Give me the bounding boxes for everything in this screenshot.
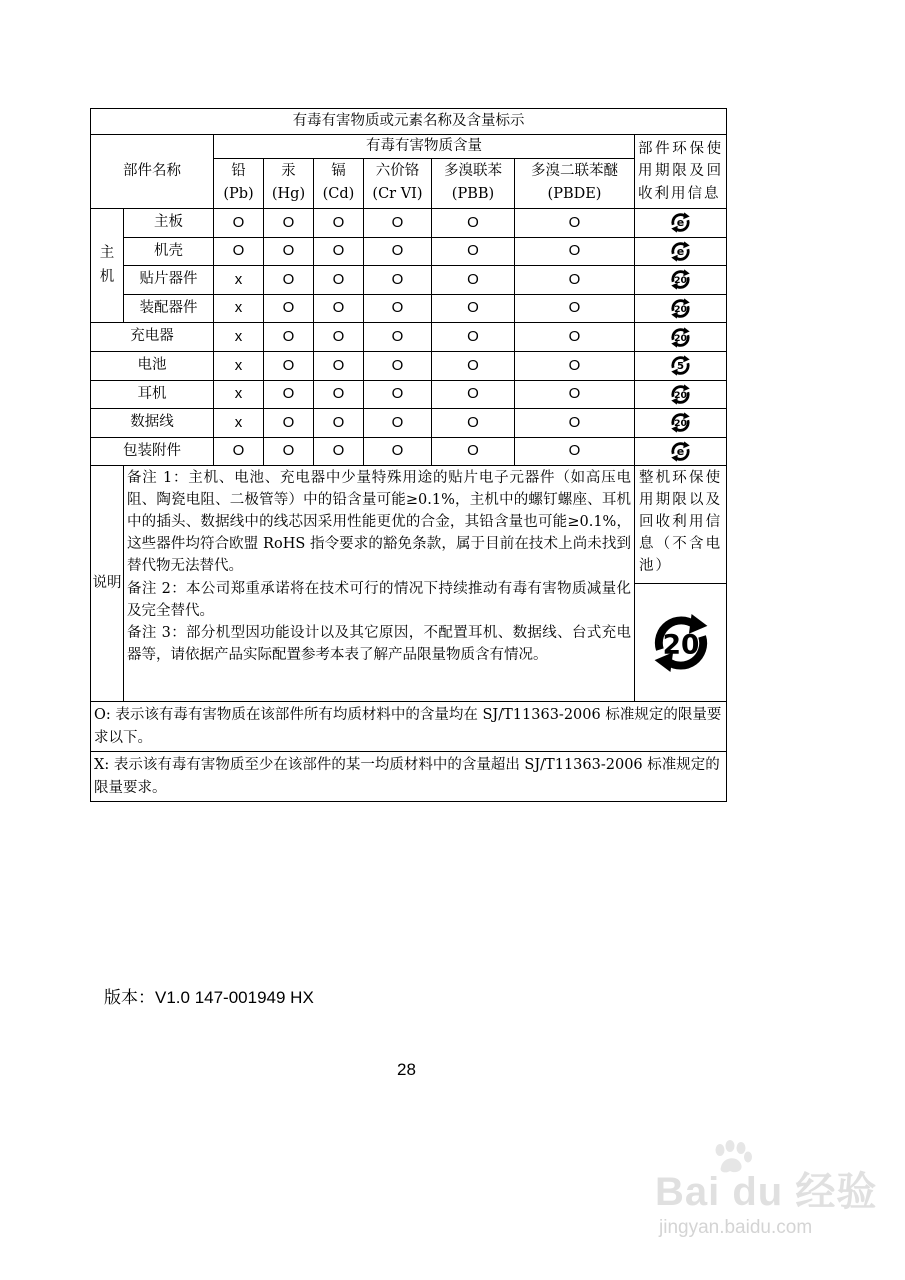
substance-value: x xyxy=(214,294,264,323)
substance-value: O xyxy=(432,237,515,266)
eco-logo-icon xyxy=(669,240,692,263)
substance-header xyxy=(364,159,432,209)
substance-value: O xyxy=(214,209,264,238)
table-caption: 有毒有害物质或元素名称及含量标示 xyxy=(91,109,727,135)
substance-value: O xyxy=(214,437,264,466)
note-1: 备注 1：主机、电池、充电器中少量特殊用途的贴片电子元器件（如高压电阻、陶瓷电阻、二极管等）中的铅含量可能≥0.1%，主机中的螺钉螺座、耳机中的插头、数据线中的线芯因采用性能更优的合金，其铅含量也可能≥0.1%，这些器件均符合欧盟 RoHS 指令要求的豁免条款，属于目前在技术上尚未找到替代物无法替代。 xyxy=(127,470,631,575)
table-row xyxy=(91,409,727,438)
eco-logo-label: e xyxy=(676,245,685,259)
table-row xyxy=(91,294,727,323)
eco-logo-icon xyxy=(669,211,692,234)
part-name: 包装附件 xyxy=(91,437,214,466)
eco-logo-label: 20 xyxy=(674,304,687,316)
lifetime-header: 部件环保使用期限及回收利用信息 xyxy=(635,135,727,209)
part-name: 充电器 xyxy=(91,323,214,352)
substance-value: O xyxy=(432,409,515,438)
part-name: 装配器件 xyxy=(124,294,214,323)
substance-value: O xyxy=(264,209,314,238)
substance-name: 多溴二联苯醚 xyxy=(531,163,618,180)
substance-header xyxy=(264,159,314,209)
substance-value: O xyxy=(515,323,635,352)
substance-value: O xyxy=(264,409,314,438)
eco-logo-icon xyxy=(669,297,692,320)
part-name: 耳机 xyxy=(91,380,214,409)
eco-logo-label: 20 xyxy=(674,332,687,344)
eco-logo-cell xyxy=(635,409,727,438)
substance-value: O xyxy=(432,209,515,238)
part-name: 数据线 xyxy=(91,409,214,438)
substance-header xyxy=(515,159,635,209)
substance-value: O xyxy=(264,351,314,380)
table-row xyxy=(91,323,727,352)
substance-symbol: (Hg) xyxy=(271,186,306,202)
eco-logo-cell xyxy=(635,237,727,266)
substance-value: O xyxy=(314,437,364,466)
eco-logo-cell xyxy=(635,437,727,466)
eco-logo-label: 20 xyxy=(674,390,687,402)
substance-header xyxy=(432,159,515,209)
substance-value: O xyxy=(515,351,635,380)
substance-value: O xyxy=(314,209,364,238)
substance-name: 汞 xyxy=(281,163,296,180)
eco-logo-label: e xyxy=(676,216,685,230)
substance-value: O xyxy=(314,294,364,323)
substance-value: O xyxy=(214,237,264,266)
legend-x: X: 表示该有毒有害物质至少在该部件的某一均质材料中的含量超出 SJ/T11363-2006 标准规定的限量要求。 xyxy=(91,752,727,802)
table-row xyxy=(91,437,727,466)
substance-value: x xyxy=(214,323,264,352)
notes-text xyxy=(124,466,635,702)
eco-logo-cell xyxy=(635,351,727,380)
substance-value: O xyxy=(364,380,432,409)
eco-logo-icon xyxy=(669,326,692,349)
substance-value: x xyxy=(214,266,264,295)
substance-value: O xyxy=(264,380,314,409)
lifetime-logo-cell xyxy=(635,584,727,702)
substance-header xyxy=(214,159,264,209)
substance-name: 六价铬 xyxy=(375,163,420,180)
substance-value: O xyxy=(515,380,635,409)
part-name: 贴片器件 xyxy=(124,266,214,295)
eco-logo-icon xyxy=(669,383,692,406)
substance-name: 多溴联苯 xyxy=(444,163,502,180)
eco-logo-cell xyxy=(635,380,727,409)
substance-value: O xyxy=(364,209,432,238)
notes-row xyxy=(91,466,727,584)
notes-label-text: 说明 xyxy=(92,575,122,592)
substance-value: O xyxy=(314,380,364,409)
host-group-text: 主机 xyxy=(99,244,115,285)
substance-value: O xyxy=(432,380,515,409)
substance-symbol: (PBB) xyxy=(451,186,495,202)
substance-value: O xyxy=(264,437,314,466)
substance-value: O xyxy=(364,294,432,323)
note-3: 备注 3：部分机型因功能设计以及其它原因，不配置耳机、数据线、台式充电器等，请依据产品实际配置参考本表了解产品限量物质含有情况。 xyxy=(127,624,631,663)
table-row xyxy=(91,266,727,295)
substance-value: O xyxy=(364,237,432,266)
substance-value: O xyxy=(432,437,515,466)
substance-value: O xyxy=(515,294,635,323)
eco-logo-cell xyxy=(635,266,727,295)
substance-value: O xyxy=(432,266,515,295)
legend-row xyxy=(91,752,727,802)
substance-value: O xyxy=(364,323,432,352)
substance-value: O xyxy=(314,323,364,352)
substance-value: O xyxy=(364,409,432,438)
substance-value: O xyxy=(264,237,314,266)
substance-value: O xyxy=(364,266,432,295)
substance-value: O xyxy=(432,323,515,352)
eco-logo-label: 5 xyxy=(677,361,685,373)
substance-value: O xyxy=(432,351,515,380)
substance-value: x xyxy=(214,380,264,409)
eco-logo-icon xyxy=(669,268,692,291)
eco-logo-icon xyxy=(648,610,714,676)
substance-symbol: (Cr VI) xyxy=(372,186,423,202)
eco-logo-cell xyxy=(635,323,727,352)
eco-logo-cell xyxy=(635,294,727,323)
substance-value: O xyxy=(364,437,432,466)
host-group-label xyxy=(91,209,124,323)
substance-value: O xyxy=(264,266,314,295)
table-row xyxy=(91,351,727,380)
legend-o: O: 表示该有毒有害物质在该部件所有均质材料中的含量均在 SJ/T11363-2006 标准规定的限量要求以下。 xyxy=(91,702,727,752)
watermark xyxy=(615,1140,878,1260)
version-label: 版本：V1.0 147-001949 HX xyxy=(104,988,314,1007)
legend-row xyxy=(91,702,727,752)
page-number: 28 xyxy=(397,1060,416,1079)
eco-logo-label: 20 xyxy=(662,629,699,661)
substance-header xyxy=(314,159,364,209)
substance-value: x xyxy=(214,351,264,380)
eco-logo-label: 20 xyxy=(674,275,687,287)
part-name: 机壳 xyxy=(124,237,214,266)
substance-value: O xyxy=(314,351,364,380)
substance-value: O xyxy=(314,409,364,438)
part-name: 电池 xyxy=(91,351,214,380)
lifetime-note: 整机环保使用期限以及回收利用信息（不含电池） xyxy=(635,466,727,584)
substance-symbol: (PBDE) xyxy=(547,186,602,202)
table-row xyxy=(91,237,727,266)
substance-value: O xyxy=(515,437,635,466)
substance-symbol: (Pb) xyxy=(223,186,254,202)
substance-value: O xyxy=(314,237,364,266)
substance-value: O xyxy=(515,237,635,266)
part-name: 主板 xyxy=(124,209,214,238)
substance-value: O xyxy=(364,351,432,380)
eco-logo-icon xyxy=(669,354,692,377)
substance-name: 镉 xyxy=(331,163,346,180)
substance-value: O xyxy=(264,323,314,352)
substance-value: O xyxy=(314,266,364,295)
substance-group-header: 有毒有害物质含量 xyxy=(214,135,635,159)
substance-value: O xyxy=(432,294,515,323)
watermark-site: jingyan.baidu.com xyxy=(659,1217,813,1238)
hazardous-substances-table xyxy=(90,108,727,802)
eco-logo-icon xyxy=(669,411,692,434)
part-name-header: 部件名称 xyxy=(91,135,214,209)
eco-logo-cell xyxy=(635,209,727,238)
table-row xyxy=(91,209,727,238)
substance-symbol: (Cd) xyxy=(322,186,355,202)
note-2: 备注 2：本公司郑重承诺将在技术可行的情况下持续推动有毒有害物质减量化及完全替代。 xyxy=(127,580,631,619)
substance-value: O xyxy=(264,294,314,323)
table-row xyxy=(91,380,727,409)
eco-logo-icon xyxy=(669,440,692,463)
eco-logo-label: e xyxy=(676,445,685,459)
eco-logo-label: 20 xyxy=(674,418,687,430)
notes-label xyxy=(91,466,124,702)
substance-value: O xyxy=(515,209,635,238)
substance-value: O xyxy=(515,266,635,295)
substance-value: O xyxy=(515,409,635,438)
substance-value: x xyxy=(214,409,264,438)
watermark-brand: Bai du 经验 xyxy=(655,1170,878,1214)
substance-name: 铅 xyxy=(231,163,246,180)
